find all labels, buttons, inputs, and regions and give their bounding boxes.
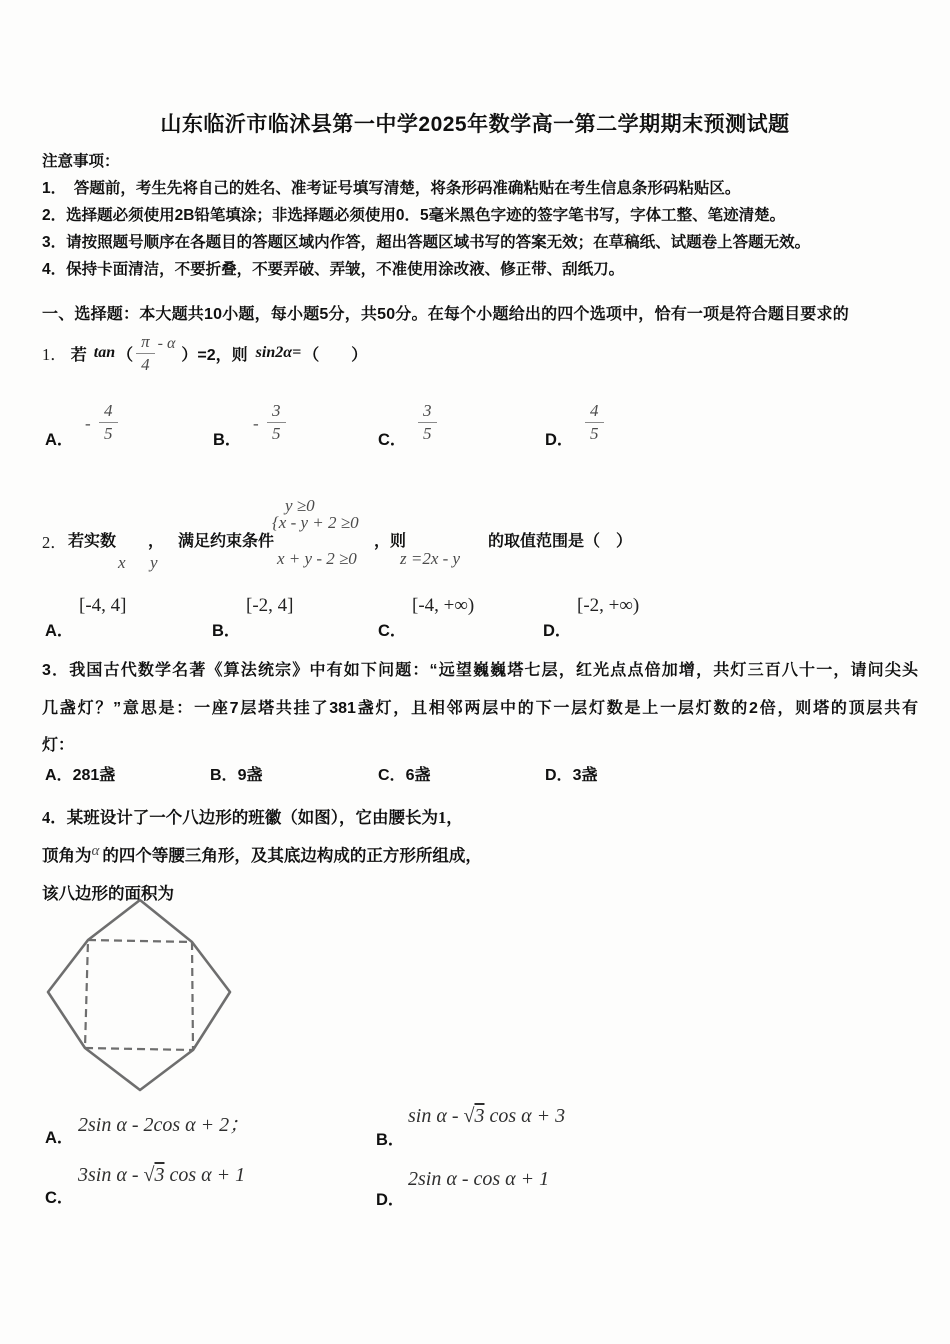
q2-option-a-label: A． [45, 622, 74, 640]
q3-option-b [210, 762, 262, 785]
q4-option-d-formula [408, 1168, 549, 1191]
q2-option-d-label: D． [543, 622, 572, 640]
question-1-stem [42, 330, 367, 376]
q3-option-a-value: 281盏 [72, 767, 116, 784]
q1-option-a-sign: - [85, 414, 91, 433]
q2-text-2: 满足约束条件 [178, 533, 275, 550]
notice-item-1: 1． 答题前，考生先将自己的姓名、准考证号填写清楚，将条形码准确粘贴在考生信息条形码粘贴区。 [42, 180, 741, 197]
octagon-outline [48, 900, 230, 1090]
q4-option-c-label: C． [45, 1189, 74, 1207]
q3-option-b-value: 9盏 [237, 767, 263, 784]
q4-option-c-sqrt: 3 [154, 1164, 165, 1186]
q4-option-b-post: cos α + 3 [484, 1105, 566, 1127]
inner-square-dashed [85, 940, 193, 1050]
q1-option-d-num: 4 [585, 401, 604, 423]
q1-fraction-pi-4 [136, 332, 155, 374]
q4-line-3: 该八边形的面积为 [42, 884, 174, 903]
q2-option-c-label: C． [378, 622, 407, 640]
q1-frac-numerator: π [136, 332, 155, 354]
q1-frac-denominator: 4 [141, 354, 150, 374]
q1-option-a-fraction [99, 401, 118, 443]
q3-option-d-label: D． [545, 767, 573, 784]
q4-option-b-label: B． [376, 1131, 405, 1149]
q2-var-x: x [118, 553, 126, 572]
q4-option-d-label: D． [376, 1191, 405, 1209]
q3-option-a-label: A． [45, 767, 73, 784]
q4-option-c-post: cos α + 1 [164, 1164, 246, 1186]
q4-line-1: 4．某班设计了一个八边形的班徽（如图），它由腰长为1， [42, 808, 463, 827]
q4-option-a-post: ； [229, 1114, 250, 1136]
q2-z-expression: z =2x - y [400, 549, 461, 568]
q2-var-y: y [150, 553, 158, 572]
q2-option-c-value: [-4, +∞) [412, 595, 475, 616]
question-3-options [0, 762, 950, 792]
q1-option-d-label: D． [545, 431, 574, 449]
q3-option-c-value: 6盏 [405, 767, 431, 784]
q2-option-b-value: [-2, 4] [246, 595, 294, 616]
q2-constraint-y: y ≥0 [285, 496, 315, 515]
q1-option-b [213, 398, 363, 456]
q3-option-d-value: 3盏 [572, 767, 598, 784]
page-title: 山东临沂市临沭县第一中学2025年数学高一第二学期期末预测试题 [160, 113, 790, 136]
q3-option-d [545, 762, 597, 785]
q2-option-b-label: B． [212, 622, 241, 640]
q3-option-c-label: C． [378, 767, 406, 784]
q1-number: 1． [42, 345, 67, 364]
q2-option-d-value: [-2, +∞) [577, 595, 640, 616]
q1-option-a-label: A． [45, 431, 74, 449]
q1-option-c-label: C． [378, 431, 407, 449]
q4-option-a-pre: 2sin α - 2cos α + 2 [78, 1114, 230, 1136]
q1-option-c-den: 5 [423, 423, 432, 443]
q2-text-1: 若实数 [68, 533, 117, 550]
q1-option-c-num: 3 [418, 401, 437, 423]
q3-line-2: 几盏灯？”意思是：一座7层塔共挂了381盏灯，且相邻两层中的下一层灯数是上一层灯数的2倍，则塔的顶层共有 [42, 699, 918, 717]
q3-line-3: 灯： [42, 737, 75, 754]
q1-option-d [545, 398, 695, 456]
q4-option-a-label: A． [45, 1129, 74, 1147]
q1-answer-paren: （ ） [303, 346, 368, 364]
q1-option-c-fraction [418, 401, 437, 443]
q2-comma: ， [148, 533, 165, 550]
question-4-options [0, 1100, 950, 1230]
q1-minus-alpha: - α [157, 335, 176, 352]
q4-option-c-pre: 3sin α - √ [78, 1164, 155, 1186]
q2-number: 2． [42, 533, 67, 552]
q1-option-a [45, 398, 195, 456]
notice-item-3: 3．请按照题号顺序在各题目的答题区域内作答，超出答题区域书写的答案无效；在草稿纸、试题卷上答题无效。 [42, 234, 811, 251]
question-3-stem [42, 652, 918, 765]
q3-option-c [378, 762, 430, 785]
notice-heading: 注意事项： [42, 153, 120, 170]
q1-option-d-fraction [585, 401, 604, 443]
q2-constraint-bottom: x + y - 2 ≥0 [277, 549, 357, 568]
q4-option-c-formula [78, 1164, 245, 1187]
q1-sin2a: sin2α= [255, 344, 302, 361]
q2-text-3: 的取值范围是（ ） [488, 533, 633, 550]
question-2 [0, 485, 950, 655]
q4-line-2 [42, 837, 482, 876]
q1-option-b-num: 3 [267, 401, 286, 423]
q1-option-a-num: 4 [99, 401, 118, 423]
q4-option-a-formula [78, 1108, 249, 1137]
q4-alpha: α [91, 843, 100, 859]
q1-option-b-label: B． [213, 431, 242, 449]
q1-option-d-den: 5 [590, 423, 599, 443]
octagon-svg [38, 888, 238, 1100]
question-1-options [42, 398, 742, 456]
q4-option-b-sqrt: 3 [474, 1105, 485, 1127]
q1-option-b-den: 5 [272, 423, 281, 443]
q2-constraint-mid: {x - y + 2 ≥0 [272, 513, 359, 532]
q1-option-b-fraction [267, 401, 286, 443]
section-heading: 一、选择题：本大题共10小题，每小题5分，共50分。在每个小题给出的四个选项中，恰有一项是符合题目要求的 [42, 306, 849, 323]
q3-line-1: 3．我国古代数学名著《算法统宗》中有如下问题：“远望巍巍塔七层，红光点点倍加增，共灯三百八十一，请问尖头 [42, 662, 918, 679]
q4-line-2-post: 的四个等腰三角形，及其底边构成的正方形所组成， [102, 846, 482, 865]
q2-then: ，则 [374, 533, 407, 550]
q1-option-a-den: 5 [104, 423, 113, 443]
q1-lparen: （ [117, 346, 134, 364]
q4-option-d-pre: 2sin α - cos α + 1 [408, 1168, 550, 1190]
q1-tan: tan [93, 344, 116, 361]
q2-option-a-value: [-4, 4] [79, 595, 127, 616]
notice-item-2: 2．选择题必须使用2B铅笔填涂；非选择题必须使用0．5毫米黑色字迹的签字笔书写，字体工整、笔迹清楚。 [42, 207, 786, 224]
q4-line-2-pre: 顶角为 [42, 846, 92, 865]
q1-text: 若 [70, 346, 87, 364]
notice-item-4: 4．保持卡面清洁，不要折叠，不要弄破、弄皱，不准使用涂改液、修正带、刮纸刀。 [42, 261, 625, 278]
q4-option-b-pre: sin α - √ [408, 1105, 475, 1127]
q1-equals-2: ）=2，则 [181, 346, 248, 364]
q3-option-b-label: B． [210, 767, 238, 784]
q4-option-b-formula [408, 1105, 565, 1128]
q3-option-a [45, 762, 115, 785]
q1-option-b-sign: - [253, 414, 259, 433]
octagon-figure [38, 888, 238, 1100]
q1-option-c [378, 398, 528, 456]
